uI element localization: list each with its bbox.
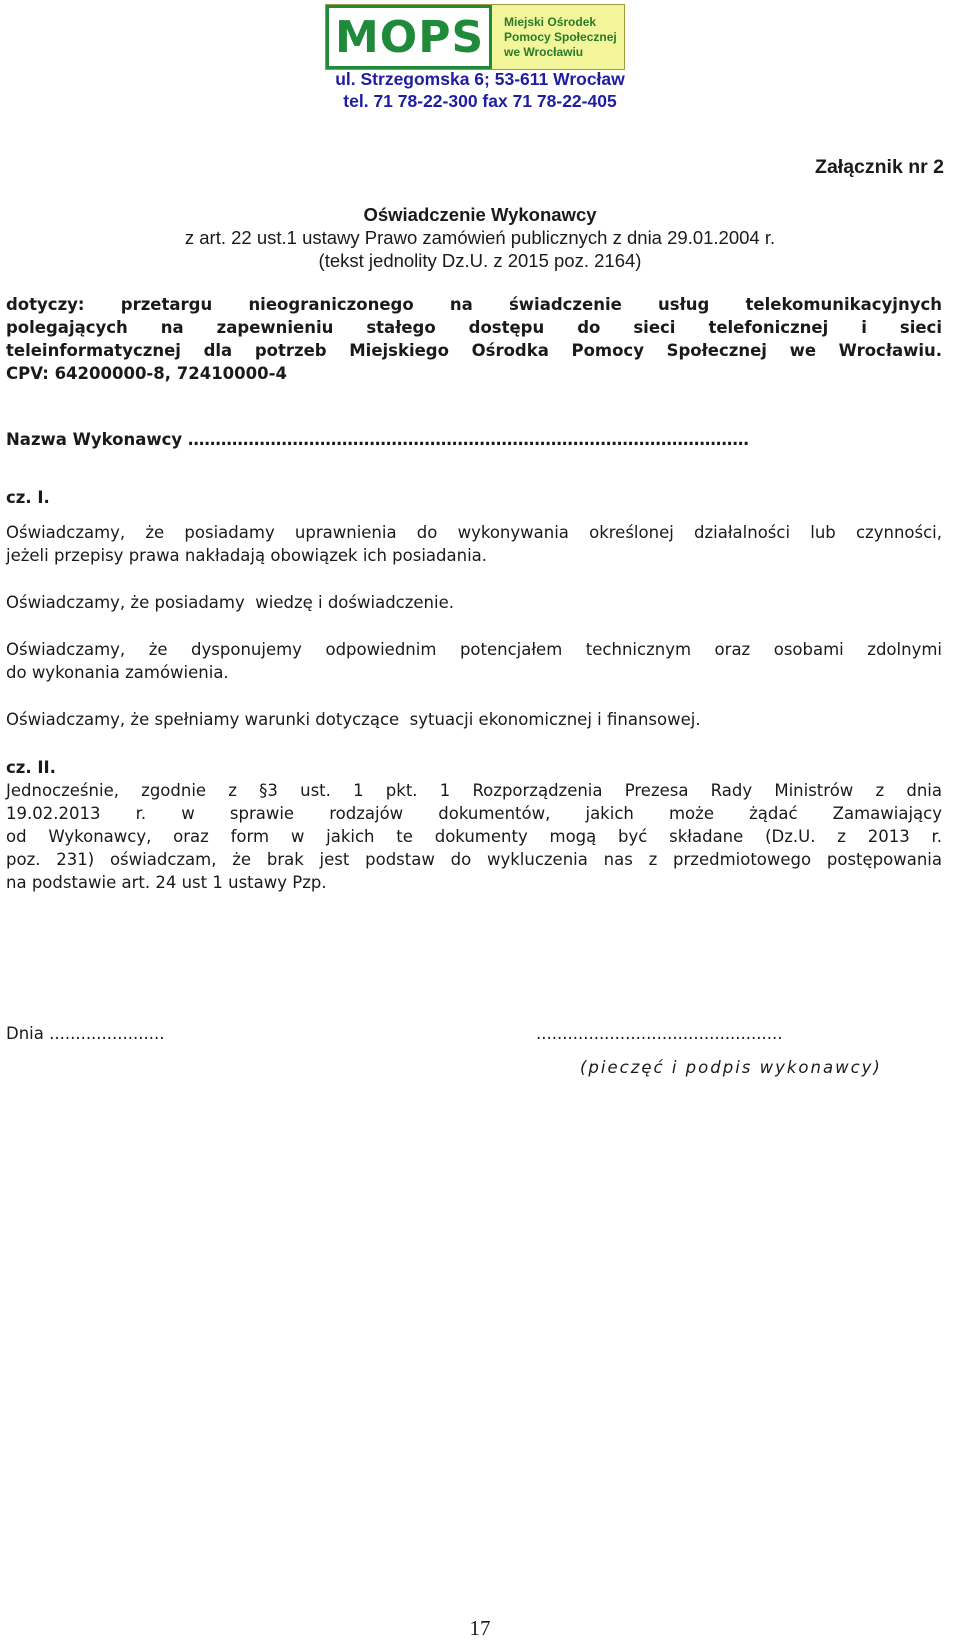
part2-line-3: od Wykonawcy, oraz form w jakich te dokumenty mogą być składane (Dz.U. z 2013 r. — [6, 827, 942, 846]
tender-subject — [6, 293, 942, 385]
logo-line-2: Pomocy Społecznej — [504, 29, 617, 44]
statement-permissions — [6, 521, 942, 567]
address-street: ul. Strzegomska 6; 53-611 Wrocław — [335, 69, 625, 89]
subject-line-2: polegających na zapewnieniu stałego dostępu do sieci telefonicznej i sieci — [6, 318, 942, 337]
mops-logo — [325, 4, 625, 70]
part2-line-1: Jednocześnie, zgodnie z §3 ust. 1 pkt. 1 Rozporządzenia Prezesa Rady Ministrów z dnia — [6, 781, 942, 800]
signature-line: ............................................... — [536, 1024, 783, 1043]
statement-technical-line-2: do wykonania zamówienia. — [6, 663, 229, 682]
logo-line-3: we Wrocławiu — [504, 44, 584, 59]
part2-statement — [6, 779, 942, 894]
document-title — [0, 203, 960, 272]
statement-technical-line-1: Oświadczamy, że dysponujemy odpowiednim potencjałem technicznym oraz osobami zdolnymi — [6, 640, 942, 659]
logo-line-1: Miejski Ośrodek — [504, 14, 597, 29]
subject-line-1: dotyczy: przetargu nieograniczonego na świadczenie usług telekomunikacyjnych — [6, 295, 942, 314]
logo-mark — [326, 5, 492, 69]
signature-label: (pieczęć i podpis wykonawcy) — [580, 1058, 882, 1077]
logo-wordmark: MOPS — [335, 12, 485, 63]
part2-heading: cz. II. — [6, 758, 56, 777]
statement-permissions-line-2: jeżeli przepisy prawa nakładają obowiązek ich posiadania. — [6, 546, 488, 565]
logo-caption — [492, 5, 624, 69]
statement-technical — [6, 638, 942, 684]
part2-line-4: poz. 231) oświadczam, że brak jest podstaw do wykluczenia nas z przedmiotowego postępowania — [6, 850, 942, 869]
attachment-label: Załącznik nr 2 — [815, 156, 944, 178]
statement-permissions-line-1: Oświadczamy, że posiadamy uprawnienia do wykonywania określonej działalności lub czynności, — [6, 523, 942, 542]
date-field: Dnia ...................... — [6, 1024, 165, 1043]
part2-line-2: 19.02.2013 r. w sprawie rodzajów dokumentów, jakich może żądać Zamawiający — [6, 804, 942, 823]
title-legal-basis: z art. 22 ust.1 ustawy Prawo zamówień publicznych z dnia 29.01.2004 r. — [184, 227, 776, 248]
statement-financial: Oświadczamy, że spełniamy warunki dotyczące sytuacji ekonomicznej i finansowej. — [6, 710, 701, 729]
title-main: Oświadczenie Wykonawcy — [363, 204, 597, 225]
part2-line-5: na podstawie art. 24 ust 1 ustawy Pzp. — [6, 873, 327, 892]
page-number: 17 — [469, 1616, 491, 1640]
statement-knowledge: Oświadczamy, że posiadamy wiedzę i doświadczenie. — [6, 593, 454, 612]
subject-cpv: CPV: 64200000-8, 72410000-4 — [6, 364, 287, 383]
header-address — [0, 68, 960, 112]
part1-heading: cz. I. — [6, 488, 50, 507]
subject-line-3: teleinformatycznej dla potrzeb Miejskiego Ośrodka Pomocy Społecznej we Wrocławiu. — [6, 341, 942, 360]
address-phone: tel. 71 78-22-300 fax 71 78-22-405 — [343, 91, 617, 111]
title-consolidated-text: (tekst jednolity Dz.U. z 2015 poz. 2164) — [318, 250, 642, 271]
contractor-name-field: Nazwa Wykonawcy ………………………………………………………………………………………… — [6, 430, 749, 449]
